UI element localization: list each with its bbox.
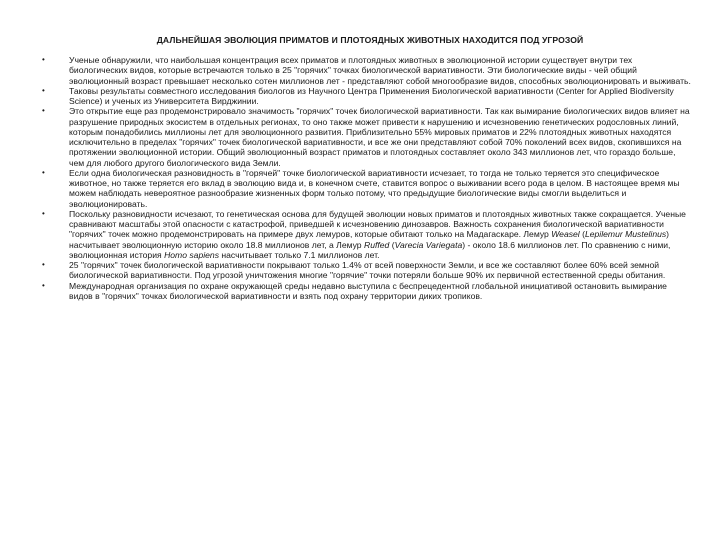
bullet-icon: • — [42, 106, 45, 116]
bullet-icon: • — [42, 167, 45, 177]
paragraph-text: Если одна биологическая разновидность в "горячей" точке биологической вариативности исчезает, то тогда не только теряется это специфическое животное, но также теряется его вклад в эволюцию вида и, в конечном счете, ставится вопрос о выживании всего рода в целом. В настоящее время мы можем наблюдать невероятное разнообразие жизненных форм только потому, что предыдущие биологические виды смогли выделиться и эволюционировать. — [69, 167, 680, 209]
text-segment: Поскольку разновидности исчезают, то генетическая основа для будущей эволюции новых приматов и плотоядных животных также сокращается. Ученые сравнивают масштабы этой опасности с катастрофой, приведшей к исчезновению динозавров. Важность сохранения биологической вариативности "горячих" точек можно продемонстрировать на примере двух лемуров, которые обитают только на Мадагаскаре. Лемур — [69, 208, 686, 240]
paragraph-text: Ученые обнаружили, что наибольшая концентрация всех приматов и плотоядных животных в эволюционной истории существует внутри тех биологических видов, которые встречаются только в 25 "горячих" точках биологической вариативности. Эти биологические виды - чей общий эволюционный возраст превышает несколько сотен миллионов лет - представляют собой многообразие видов, способных эволюционировать и выживать. — [69, 55, 691, 86]
list-item — [42, 55, 692, 86]
paragraph-list — [42, 55, 692, 301]
species-latin-name: Lepilemur Mustelinus — [584, 229, 667, 240]
list-item — [42, 86, 692, 107]
species-latin-name: Homo sapiens — [164, 249, 219, 260]
text-segment: ) насчитывает эволюционную историю около 18.8 миллионов лет, а Лемур — [69, 229, 670, 250]
bullet-icon: • — [42, 55, 45, 64]
list-item — [42, 281, 692, 302]
list-item — [42, 209, 692, 260]
species-name: Weasel — [551, 229, 580, 240]
bullet-icon: • — [42, 85, 45, 95]
text-segment: ( — [579, 229, 585, 240]
paragraph-text: Таковы результаты совместного исследования биологов из Научного Центра Применения Биологической вариативности (Center for Applied Biodiversity Science) и ученых из Университета Вирджинии. — [69, 85, 674, 106]
bullet-icon: • — [42, 280, 45, 290]
paragraph-text: Международная организация по охране окружающей среды недавно выступила с беспрецедентной глобальной инициативой остановить вымирание видов в "горячих" точках биологической вариативности и взять под охрану территории диких тропиков. — [69, 280, 667, 301]
text-segment: ( — [389, 239, 395, 250]
species-name: Ruffed — [363, 239, 390, 250]
paragraph-text — [69, 209, 692, 260]
list-item — [42, 260, 692, 281]
species-latin-name: Varecia Variegata — [394, 239, 463, 250]
list-item — [42, 168, 692, 209]
bullet-icon: • — [42, 260, 45, 269]
list-item — [42, 106, 692, 168]
paragraph-text: Это открытие еще раз продемонстрировало значимость "горячих" точек биологической вариативности. Так как вымирание биологических видов влияет на разрушение природных экосистем в отдельных регионах, то оно также может привести к нарушению и исчезновению генетических родословных линий, которым понадобились миллионы лет для эволюционного развития. Приблизительно 55% мировых приматов и 22% плотоядных животных находятся исключительно в пределах "горячих" точек биологической вариативности, и все же они представляют собой 70% поколений всех видов, скопившихся на протяжении эволюционной истории. Общий эволюционный возраст приматов и плотоядных составляет около 343 миллионов лет, что гораздо больше, чем для любого другого биологического вида Земли. — [69, 106, 690, 168]
paragraph-text: 25 "горячих" точек биологической вариативности покрывают только 1.4% от всей поверхности Земли, и все же составляют более 60% всей земной биологической вариативности. Под угрозой уничтожения многие "горячие" точки потеряли больше 90% их первичной естественной среды обитания. — [69, 260, 666, 281]
text-segment: ) - около 18.6 миллионов лет. По сравнению с ними, эволюционная история — [69, 239, 671, 260]
page-title: ДАЛЬНЕЙШАЯ ЭВОЛЮЦИЯ ПРИМАТОВ И ПЛОТОЯДНЫХ ЖИВОТНЫХ НАХОДИТСЯ ПОД УГРОЗОЙ — [156, 35, 584, 45]
text-segment: насчитывает только 7.1 миллионов лет. — [219, 249, 380, 260]
bullet-icon: • — [42, 208, 45, 218]
